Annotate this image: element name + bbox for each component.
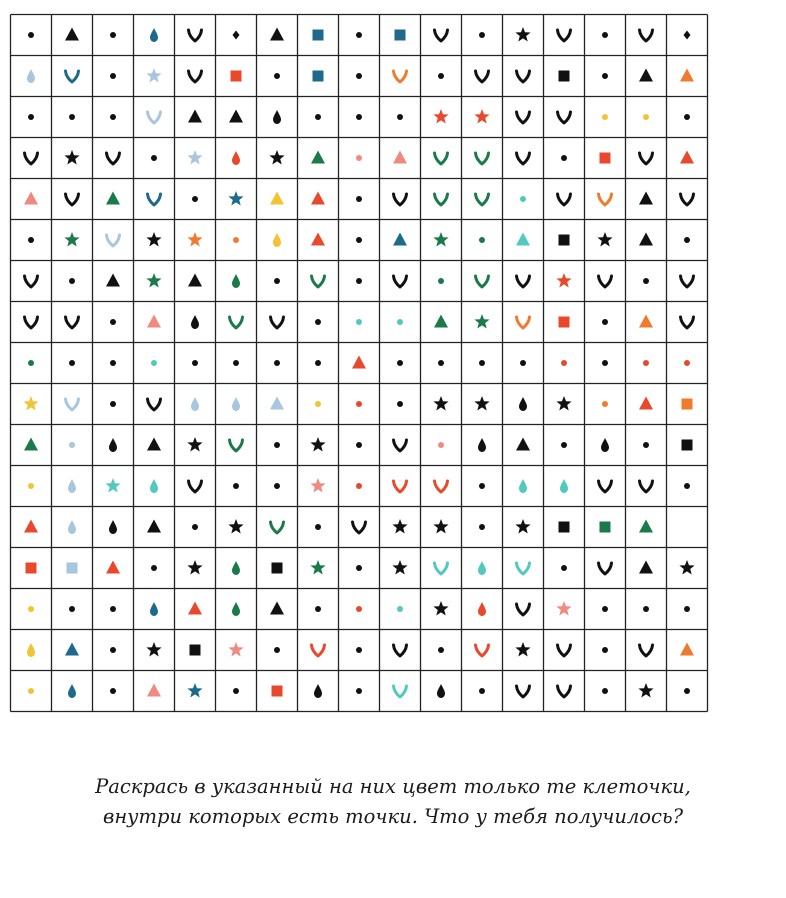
cell-heart-icon [558, 686, 571, 697]
cell-square-icon [682, 440, 693, 451]
cell-drop-icon [232, 397, 240, 411]
cell-triangle-icon [393, 151, 407, 164]
cell-triangle-icon [639, 192, 653, 205]
cell-triangle-icon [270, 192, 284, 205]
cell-heart-icon [148, 194, 161, 205]
cell-heart-icon [66, 71, 79, 82]
cell-star-icon [23, 396, 38, 410]
cell-dot-icon [438, 442, 444, 448]
grid-cells [23, 27, 694, 698]
cell-triangle-icon [434, 315, 448, 328]
cell-heart-icon [394, 276, 407, 287]
cell-dot-icon [110, 401, 116, 407]
cell-dot-icon [438, 278, 444, 284]
cell-triangle-icon [516, 438, 530, 451]
cell-heart-icon [599, 276, 612, 287]
cell-star-icon [146, 232, 161, 246]
cell-drop-icon [150, 28, 158, 42]
cell-star-icon [679, 560, 694, 574]
cell-heart-icon [435, 481, 448, 492]
cell-drop-icon [232, 274, 240, 288]
cell-drop-icon [273, 110, 281, 124]
cell-dot-icon [684, 606, 690, 612]
cell-heart-icon [25, 153, 38, 164]
cell-heart-icon [25, 317, 38, 328]
cell-dot-icon [602, 606, 608, 612]
cell-dot-icon [356, 401, 362, 407]
cell-triangle-icon [639, 69, 653, 82]
cell-heart-icon [107, 153, 120, 164]
cell-dot-icon [479, 237, 485, 243]
cell-dot-icon [561, 155, 567, 161]
cell-drop-icon [314, 684, 322, 698]
puzzle-grid [9, 13, 709, 713]
cell-dot-icon [479, 32, 485, 38]
cell-dot-icon [192, 360, 198, 366]
cell-triangle-icon [106, 192, 120, 205]
cell-triangle-icon [680, 69, 694, 82]
cell-dot-icon [110, 73, 116, 79]
cell-dot-icon [274, 73, 280, 79]
cell-heart-icon [558, 194, 571, 205]
cell-drop-icon [68, 479, 76, 493]
cell-heart-icon [640, 645, 653, 656]
cell-dot-icon [520, 196, 526, 202]
cell-heart-icon [681, 194, 694, 205]
cell-heart-icon [558, 30, 571, 41]
cell-dot-icon [602, 32, 608, 38]
cell-dot-icon [28, 688, 34, 694]
cell-dot-icon [356, 73, 362, 79]
cell-square-icon [600, 153, 611, 164]
cell-triangle-icon [147, 315, 161, 328]
cell-dot-icon [315, 606, 321, 612]
cell-dot-icon [643, 442, 649, 448]
cell-dot-icon [602, 647, 608, 653]
cell-drop-icon [27, 69, 35, 83]
cell-heart-icon [681, 276, 694, 287]
cell-dot-icon [69, 360, 75, 366]
cell-square-icon [313, 30, 324, 41]
cell-star-icon [187, 683, 202, 697]
cell-dot-icon [233, 483, 239, 489]
cell-dot-icon [315, 114, 321, 120]
cell-heart-icon [476, 194, 489, 205]
cell-dot-icon [315, 524, 321, 530]
cell-square-icon [682, 399, 693, 410]
cell-dot-icon [561, 442, 567, 448]
cell-heart-icon [476, 276, 489, 287]
cell-square-icon [231, 71, 242, 82]
cell-square-icon [67, 563, 78, 574]
cell-heart-icon [435, 153, 448, 164]
cell-drop-icon [27, 643, 35, 657]
cell-star-icon [474, 396, 489, 410]
cell-star-icon [515, 642, 530, 656]
cell-star-icon [228, 191, 243, 205]
cell-star-icon [474, 314, 489, 328]
cell-heart-icon [599, 563, 612, 574]
cell-dot-icon [69, 606, 75, 612]
cell-heart-icon [66, 317, 79, 328]
cell-dot-icon [233, 237, 239, 243]
cell-dot-icon [397, 114, 403, 120]
cell-heart-icon [271, 522, 284, 533]
cell-dot-icon [438, 73, 444, 79]
cell-heart-icon [476, 153, 489, 164]
cell-square-icon [559, 71, 570, 82]
cell-square-icon [272, 563, 283, 574]
cell-star-icon [310, 478, 325, 492]
cell-dot-icon [28, 360, 34, 366]
cell-star-icon [433, 109, 448, 123]
cell-dot-icon [643, 606, 649, 612]
cell-dot-icon [479, 688, 485, 694]
cell-dot-icon [110, 360, 116, 366]
cell-dot-icon [602, 688, 608, 694]
cell-heart-icon [271, 317, 284, 328]
cell-drop-icon [232, 561, 240, 575]
cell-star-icon [433, 232, 448, 246]
cell-heart-icon [517, 317, 530, 328]
cell-star-icon [638, 683, 653, 697]
cell-star-icon [515, 27, 530, 41]
cell-dot-icon [479, 360, 485, 366]
cell-heart-icon [476, 71, 489, 82]
cell-dot-icon [28, 606, 34, 612]
cell-heart-icon [230, 440, 243, 451]
cell-dot-icon [274, 278, 280, 284]
cell-dot-icon [602, 319, 608, 325]
cell-square-icon [600, 522, 611, 533]
cell-dot-icon [28, 483, 34, 489]
cell-heart-icon [517, 112, 530, 123]
cell-heart-icon [312, 276, 325, 287]
cell-dot-icon [520, 360, 526, 366]
cell-drop-icon [150, 602, 158, 616]
cell-dot-icon [684, 114, 690, 120]
cell-diamond-icon [233, 31, 240, 40]
cell-drop-icon [68, 520, 76, 534]
cell-heart-icon [435, 30, 448, 41]
cell-dot-icon [479, 524, 485, 530]
cell-drop-icon [478, 602, 486, 616]
cell-drop-icon [273, 233, 281, 247]
cell-drop-icon [232, 602, 240, 616]
cell-star-icon [392, 560, 407, 574]
cell-heart-icon [476, 645, 489, 656]
cell-dot-icon [110, 319, 116, 325]
cell-star-icon [433, 601, 448, 615]
cell-square-icon [559, 522, 570, 533]
cell-heart-icon [25, 276, 38, 287]
cell-triangle-icon [188, 110, 202, 123]
cell-star-icon [515, 519, 530, 533]
cell-square-icon [272, 686, 283, 697]
cell-triangle-icon [639, 397, 653, 410]
cell-heart-icon [517, 604, 530, 615]
cell-triangle-icon [270, 28, 284, 41]
cell-drop-icon [478, 561, 486, 575]
cell-dot-icon [602, 401, 608, 407]
cell-square-icon [559, 235, 570, 246]
cell-star-icon [433, 519, 448, 533]
cell-drop-icon [601, 438, 609, 452]
cell-dot-icon [684, 688, 690, 694]
cell-star-icon [105, 478, 120, 492]
cell-dot-icon [274, 483, 280, 489]
cell-dot-icon [684, 360, 690, 366]
cell-triangle-icon [311, 233, 325, 246]
cell-dot-icon [233, 360, 239, 366]
cell-dot-icon [110, 32, 116, 38]
cell-heart-icon [148, 399, 161, 410]
cell-dot-icon [602, 360, 608, 366]
cell-dot-icon [274, 442, 280, 448]
cell-star-icon [433, 396, 448, 410]
cell-dot-icon [110, 647, 116, 653]
cell-heart-icon [394, 194, 407, 205]
cell-triangle-icon [24, 520, 38, 533]
cell-triangle-icon [270, 602, 284, 615]
cell-dot-icon [356, 647, 362, 653]
cell-dot-icon [356, 319, 362, 325]
cell-dot-icon [274, 360, 280, 366]
cell-dot-icon [110, 688, 116, 694]
cell-dot-icon [192, 524, 198, 530]
cell-dot-icon [561, 360, 567, 366]
cell-dot-icon [151, 360, 157, 366]
cell-heart-icon [517, 276, 530, 287]
cell-heart-icon [66, 194, 79, 205]
cell-drop-icon [191, 397, 199, 411]
cell-star-icon [64, 150, 79, 164]
cell-triangle-icon [65, 28, 79, 41]
cell-star-icon [187, 150, 202, 164]
cell-drop-icon [150, 479, 158, 493]
cell-heart-icon [640, 153, 653, 164]
cell-drop-icon [191, 315, 199, 329]
cell-dot-icon [438, 647, 444, 653]
cell-heart-icon [517, 153, 530, 164]
cell-star-icon [556, 396, 571, 410]
cell-dot-icon [69, 278, 75, 284]
cell-heart-icon [394, 71, 407, 82]
cell-star-icon [556, 601, 571, 615]
cell-triangle-icon [516, 233, 530, 246]
cell-heart-icon [107, 235, 120, 246]
cell-dot-icon [356, 32, 362, 38]
cell-triangle-icon [311, 192, 325, 205]
cell-star-icon [228, 642, 243, 656]
cell-dot-icon [356, 606, 362, 612]
cell-triangle-icon [639, 315, 653, 328]
cell-dot-icon [438, 360, 444, 366]
cell-dot-icon [684, 483, 690, 489]
cell-dot-icon [28, 237, 34, 243]
cell-dot-icon [397, 319, 403, 325]
cell-dot-icon [356, 278, 362, 284]
cell-heart-icon [394, 481, 407, 492]
cell-drop-icon [232, 151, 240, 165]
cell-dot-icon [356, 155, 362, 161]
instructions [0, 772, 786, 832]
cell-triangle-icon [147, 684, 161, 697]
cell-star-icon [146, 68, 161, 82]
cell-star-icon [146, 642, 161, 656]
cell-heart-icon [189, 30, 202, 41]
instructions-line-2: внутри которых есть точки. Что у тебя получилось? [102, 805, 684, 828]
cell-drop-icon [478, 438, 486, 452]
cell-triangle-icon [106, 561, 120, 574]
cell-heart-icon [681, 317, 694, 328]
cell-triangle-icon [147, 520, 161, 533]
cell-square-icon [190, 645, 201, 656]
cell-dot-icon [479, 483, 485, 489]
cell-star-icon [392, 519, 407, 533]
cell-dot-icon [233, 688, 239, 694]
cell-star-icon [146, 273, 161, 287]
cell-triangle-icon [270, 397, 284, 410]
cell-dot-icon [110, 114, 116, 120]
cell-triangle-icon [188, 602, 202, 615]
cell-dot-icon [356, 565, 362, 571]
cell-heart-icon [189, 71, 202, 82]
cell-heart-icon [640, 30, 653, 41]
cell-dot-icon [643, 360, 649, 366]
cell-triangle-icon [24, 192, 38, 205]
cell-heart-icon [394, 645, 407, 656]
cell-heart-icon [599, 194, 612, 205]
cell-dot-icon [602, 73, 608, 79]
cell-heart-icon [435, 194, 448, 205]
cell-heart-icon [599, 481, 612, 492]
cell-star-icon [310, 560, 325, 574]
cell-dot-icon [356, 483, 362, 489]
cell-dot-icon [356, 688, 362, 694]
cell-heart-icon [558, 112, 571, 123]
cell-star-icon [228, 519, 243, 533]
cell-triangle-icon [680, 643, 694, 656]
cell-dot-icon [561, 565, 567, 571]
cell-square-icon [559, 317, 570, 328]
cell-dot-icon [69, 442, 75, 448]
cell-dot-icon [356, 237, 362, 243]
cell-heart-icon [517, 71, 530, 82]
cell-dot-icon [315, 401, 321, 407]
cell-star-icon [269, 150, 284, 164]
cell-dot-icon [151, 155, 157, 161]
cell-dot-icon [28, 114, 34, 120]
cell-heart-icon [640, 481, 653, 492]
cell-heart-icon [435, 563, 448, 574]
cell-dot-icon [110, 606, 116, 612]
cell-dot-icon [643, 114, 649, 120]
cell-dot-icon [397, 401, 403, 407]
cell-drop-icon [519, 397, 527, 411]
cell-triangle-icon [147, 438, 161, 451]
cell-triangle-icon [229, 110, 243, 123]
cell-dot-icon [602, 114, 608, 120]
cell-drop-icon [109, 520, 117, 534]
cell-dot-icon [315, 360, 321, 366]
cell-star-icon [187, 560, 202, 574]
cell-dot-icon [151, 565, 157, 571]
cell-heart-icon [558, 645, 571, 656]
cell-triangle-icon [106, 274, 120, 287]
cell-triangle-icon [65, 643, 79, 656]
cell-drop-icon [437, 684, 445, 698]
cell-dot-icon [192, 196, 198, 202]
cell-heart-icon [394, 686, 407, 697]
cell-dot-icon [643, 278, 649, 284]
cell-triangle-icon [393, 233, 407, 246]
cell-heart-icon [189, 481, 202, 492]
cell-star-icon [474, 109, 489, 123]
cell-square-icon [313, 71, 324, 82]
cell-triangle-icon [639, 520, 653, 533]
cell-dot-icon [356, 196, 362, 202]
instructions-line-1: Раскрась в указанный на них цвет только те клеточки, [95, 775, 691, 798]
cell-heart-icon [312, 645, 325, 656]
cell-dot-icon [356, 442, 362, 448]
cell-dot-icon [274, 647, 280, 653]
cell-triangle-icon [311, 151, 325, 164]
cell-star-icon [187, 232, 202, 246]
cell-heart-icon [148, 112, 161, 123]
cell-dot-icon [397, 360, 403, 366]
cell-drop-icon [68, 684, 76, 698]
cell-heart-icon [66, 399, 79, 410]
cell-triangle-icon [188, 274, 202, 287]
cell-triangle-icon [24, 438, 38, 451]
cell-triangle-icon [639, 561, 653, 574]
cell-square-icon [26, 563, 37, 574]
cell-heart-icon [517, 563, 530, 574]
cell-dot-icon [28, 32, 34, 38]
cell-triangle-icon [352, 356, 366, 369]
cell-heart-icon [394, 440, 407, 451]
cell-heart-icon [353, 522, 366, 533]
cell-star-icon [64, 232, 79, 246]
cell-diamond-icon [684, 31, 691, 40]
cell-heart-icon [517, 686, 530, 697]
cell-dot-icon [684, 237, 690, 243]
cell-drop-icon [519, 479, 527, 493]
cell-square-icon [395, 30, 406, 41]
cell-triangle-icon [639, 233, 653, 246]
cell-star-icon [556, 273, 571, 287]
cell-dot-icon [397, 606, 403, 612]
cell-heart-icon [230, 317, 243, 328]
cell-drop-icon [109, 438, 117, 452]
cell-star-icon [310, 437, 325, 451]
cell-dot-icon [69, 114, 75, 120]
cell-dot-icon [315, 319, 321, 325]
cell-drop-icon [560, 479, 568, 493]
cell-triangle-icon [680, 151, 694, 164]
cell-star-icon [187, 437, 202, 451]
cell-star-icon [597, 232, 612, 246]
cell-dot-icon [356, 114, 362, 120]
